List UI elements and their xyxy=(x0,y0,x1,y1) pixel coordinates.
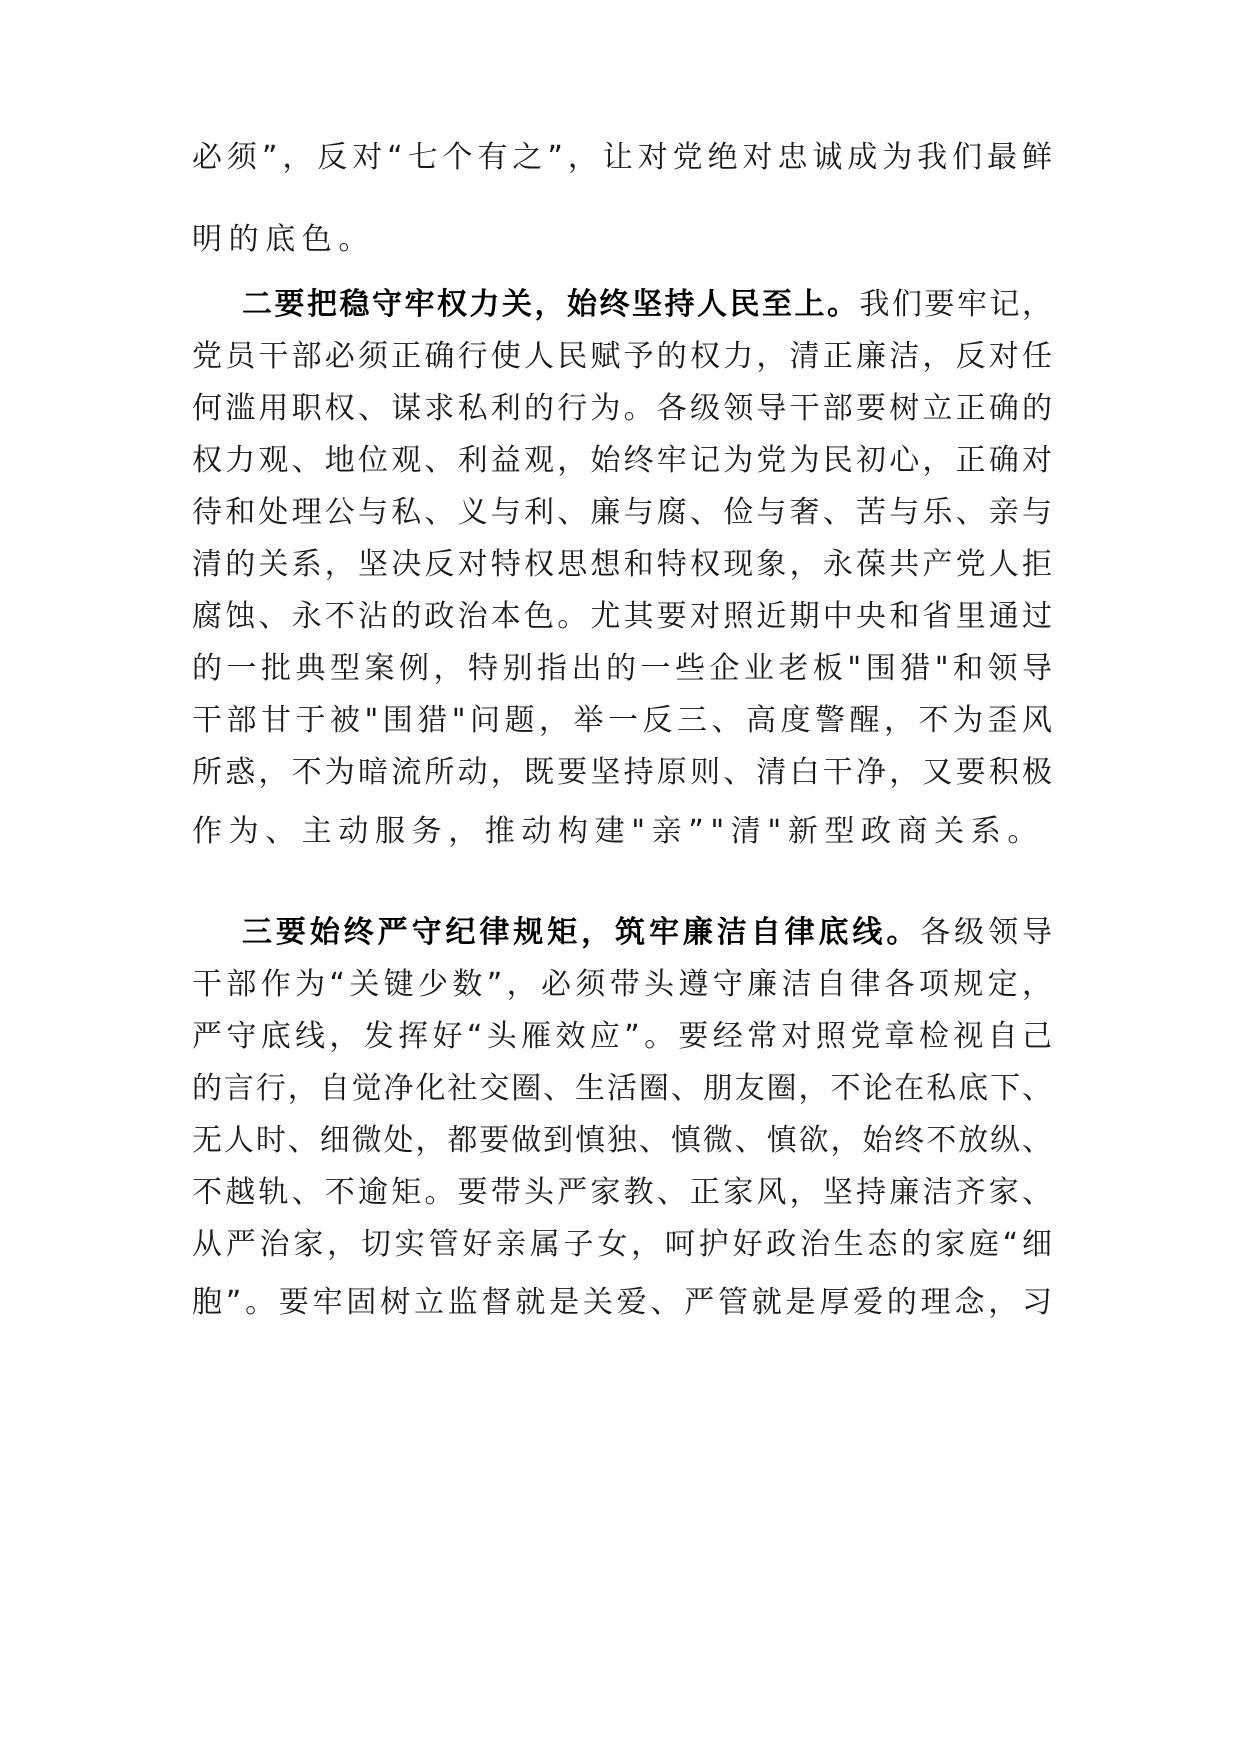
paragraph-line: 从严治家，切实管好亲属子女，呵护好政治生态的家庭“细 xyxy=(192,1227,1052,1262)
paragraph-line: 胞”。要牢固树立监督就是关爱、严管就是厚爱的理念，习 xyxy=(192,1285,1052,1320)
paragraph-line: 待和处理公与私、义与利、廉与腐、俭与奢、苦与乐、亲与 xyxy=(192,495,1052,530)
paragraph-line: 明的底色。 xyxy=(192,222,375,257)
paragraph-line: 的言行，自觉净化社交圈、生活圈、朋友圈，不论在私底下、 xyxy=(192,1071,1052,1106)
paragraph-line: 作为、主动服务，推动构建"亲”"清"新型政商关系。 xyxy=(192,814,1044,849)
paragraph-line: 清的关系，坚决反对特权思想和特权现象，永葆共产党人拒 xyxy=(192,547,1052,582)
paragraph-line: 无人时、细微处，都要做到慎独、慎微、慎欲，始终不放纵、 xyxy=(192,1123,1052,1158)
section-heading-line xyxy=(242,911,1052,955)
paragraph-line: 何滥用职权、谋求私利的行为。各级领导干部要树立正确的 xyxy=(192,391,1052,426)
paragraph-line: 干部甘于被"围猎"问题，举一反三、高度警醒，不为歪风 xyxy=(192,703,1052,738)
paragraph-line: 党员干部必须正确行使人民赋予的权力，清正廉洁，反对任 xyxy=(192,339,1052,374)
section-heading: 二要把稳守牢权力关，始终坚持人民至上。 xyxy=(242,287,860,322)
paragraph-line: 干部作为“关键少数”，必须带头遵守廉洁自律各项规定， xyxy=(192,967,1052,1002)
section-heading: 三要始终严守纪律规矩，筑牢廉洁自律底线。 xyxy=(242,915,921,950)
paragraph-line: 权力观、地位观、利益观，始终牢记为党为民初心，正确对 xyxy=(192,443,1052,478)
paragraph-line: 严守底线，发挥好“头雁效应”。要经常对照党章检视自己 xyxy=(192,1019,1052,1054)
paragraph-line: 腐蚀、永不沾的政治本色。尤其要对照近期中央和省里通过 xyxy=(192,599,1052,634)
paragraph-line: 不越轨、不逾矩。要带头严家教、正家风，坚持廉洁齐家、 xyxy=(192,1175,1052,1210)
paragraph-text: 各级领导 xyxy=(920,915,1052,950)
section-heading-line xyxy=(242,283,1052,327)
paragraph-line: 所惑，不为暗流所动，既要坚持原则、清白干净，又要积极 xyxy=(192,755,1052,790)
paragraph-line: 必须”，反对“七个有之”，让对党绝对忠诚成为我们最鲜 xyxy=(192,140,1052,175)
paragraph-line: 的一批典型案例，特别指出的一些企业老板"围猎"和领导 xyxy=(192,651,1052,686)
paragraph-text: 我们要牢记， xyxy=(859,287,1052,322)
